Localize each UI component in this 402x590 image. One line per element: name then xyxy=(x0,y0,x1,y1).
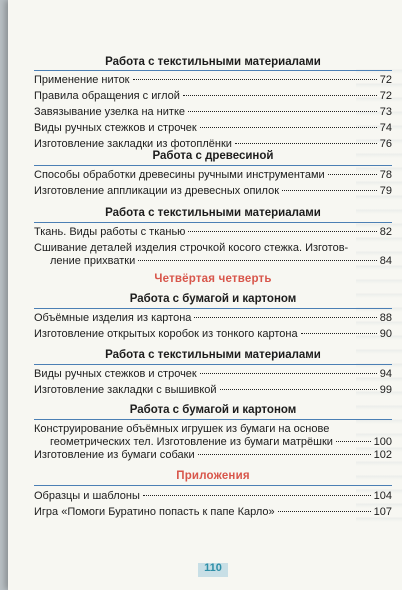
entry-page: 90 xyxy=(379,328,392,340)
section-rule xyxy=(34,222,392,223)
appendix-heading: Приложения xyxy=(176,470,250,482)
entry-title: Игра «Помоги Буратино попасть к папе Карло» xyxy=(34,506,275,518)
dot-leader xyxy=(278,511,371,512)
dot-leader xyxy=(138,260,377,261)
dot-leader xyxy=(188,111,377,112)
dot-leader xyxy=(336,441,371,442)
section-heading: Работа с текстильными материалами xyxy=(105,56,321,68)
entry-page: 94 xyxy=(379,368,392,380)
entry-title: Образцы и шаблоны xyxy=(34,490,140,502)
section-heading: Работа с бумагой и картоном xyxy=(129,293,297,305)
toc-entry[interactable] xyxy=(34,328,392,341)
toc-entry[interactable] xyxy=(34,226,392,239)
entry-page: 74 xyxy=(379,122,392,134)
toc-entry[interactable] xyxy=(34,242,392,268)
dot-leader xyxy=(194,317,376,318)
entry-page: 72 xyxy=(379,90,392,102)
entry-page: 99 xyxy=(379,384,392,396)
toc-entry[interactable] xyxy=(34,74,392,87)
section-heading: Работа с текстильными материалами xyxy=(105,207,321,219)
dot-leader xyxy=(183,95,377,96)
section-heading: Работа с текстильными материалами xyxy=(105,349,321,361)
dot-leader xyxy=(328,174,377,175)
entry-title: Изготовление открытых коробок из тонкого картона xyxy=(34,328,298,340)
entry-page: 88 xyxy=(379,312,392,324)
dot-leader xyxy=(188,231,376,232)
entry-page: 78 xyxy=(379,169,392,181)
section-rule xyxy=(34,308,392,309)
toc-entry[interactable] xyxy=(34,312,392,325)
entry-title: Изготовление закладки из фотоплёнки xyxy=(34,138,232,150)
entry-title: Правила обращения с иглой xyxy=(34,90,180,102)
dot-leader xyxy=(200,373,377,374)
entry-title: Виды ручных стежков и строчек xyxy=(34,122,197,134)
entry-page: 76 xyxy=(379,138,392,150)
entry-title: Применение ниток xyxy=(34,74,130,86)
entry-page: 79 xyxy=(379,185,392,197)
entry-page: 82 xyxy=(379,226,392,238)
entry-title: Ткань. Виды работы с тканью xyxy=(34,226,186,238)
toc-entry[interactable] xyxy=(34,506,392,519)
toc-entry[interactable] xyxy=(34,490,392,503)
entry-title: Способы обработки древесины ручными инструментами xyxy=(34,169,325,181)
entry-page: 73 xyxy=(379,106,392,118)
toc-entry[interactable] xyxy=(34,185,392,198)
section-rule xyxy=(34,419,392,420)
dot-leader xyxy=(133,79,377,80)
entry-title-line2: ление прихватки xyxy=(50,255,136,267)
section-heading: Работа с древесиной xyxy=(152,150,274,162)
dot-leader xyxy=(198,454,371,455)
dot-leader xyxy=(282,190,377,191)
entry-title: Виды ручных стежков и строчек xyxy=(34,368,197,380)
entry-page: 107 xyxy=(373,506,392,518)
entry-page: 102 xyxy=(373,449,392,461)
quarter-heading: Четвёртая четверть xyxy=(154,273,272,285)
section-heading: Работа с бумагой и картоном xyxy=(129,404,297,416)
toc-entry[interactable] xyxy=(34,449,392,462)
entry-page: 72 xyxy=(379,74,392,86)
entry-page: 84 xyxy=(379,255,392,267)
entry-title: Объёмные изделия из картона xyxy=(34,312,192,324)
section-rule xyxy=(34,485,392,486)
book-page xyxy=(8,0,402,590)
dot-leader xyxy=(200,127,377,128)
toc-entry[interactable] xyxy=(34,368,392,381)
page-number: 110 xyxy=(204,562,222,574)
toc-entry[interactable] xyxy=(34,423,392,449)
toc-entry[interactable] xyxy=(34,90,392,103)
entry-title-line1: Сшивание деталей изделия строчкой косого стежка. Изготов- xyxy=(34,242,349,254)
toc-entry[interactable] xyxy=(34,384,392,397)
entry-title-line2: геометрических тел. Изготовление из бумаги матрёшки xyxy=(50,436,333,448)
entry-title: Изготовление аппликации из древесных опилок xyxy=(34,185,280,197)
section-rule xyxy=(34,70,392,71)
dot-leader xyxy=(143,495,371,496)
entry-title-line1: Конструирование объёмных игрушек из бумаги на основе xyxy=(34,423,330,435)
dot-leader xyxy=(235,143,377,144)
entry-title: Изготовление закладки с вышивкой xyxy=(34,384,217,396)
toc-entry[interactable] xyxy=(34,106,392,119)
toc-entry[interactable] xyxy=(34,169,392,182)
entry-page: 100 xyxy=(373,436,392,448)
section-rule xyxy=(34,364,392,365)
dot-leader xyxy=(220,389,377,390)
entry-title: Изготовление из бумаги собаки xyxy=(34,449,195,461)
dot-leader xyxy=(301,333,377,334)
toc-entry[interactable] xyxy=(34,122,392,135)
entry-page: 104 xyxy=(373,490,392,502)
section-rule xyxy=(34,165,392,166)
entry-title: Завязывание узелка на нитке xyxy=(34,106,185,118)
